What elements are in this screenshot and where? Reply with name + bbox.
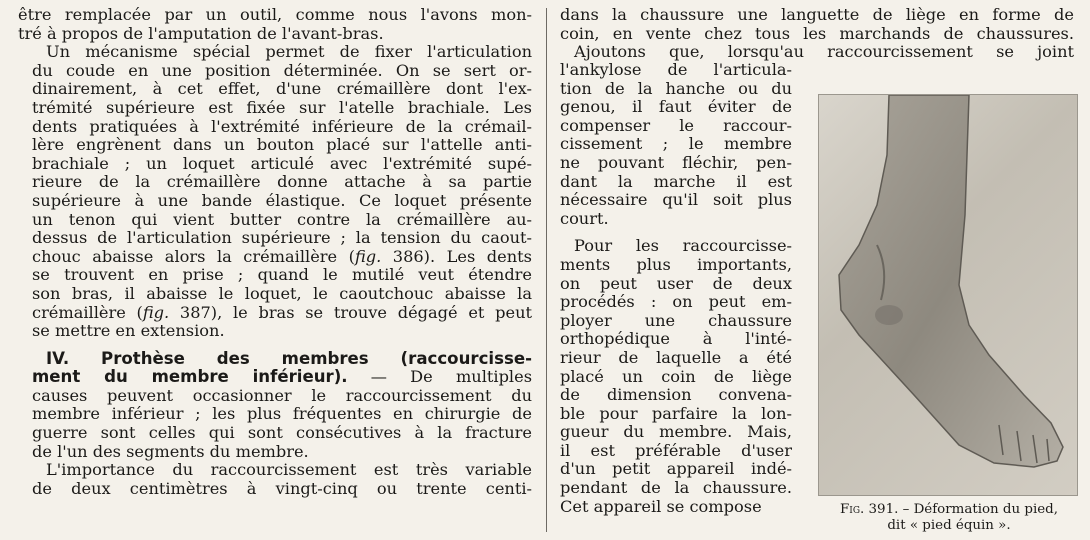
foot-shape — [839, 95, 1063, 467]
text-line: lère engrènent dans un bouton placé sur l'attelle anti- — [32, 135, 532, 155]
heading-line-2 — [18, 368, 532, 387]
paragraph-mechanism — [18, 43, 532, 341]
text-line: de dimension convena- — [560, 385, 792, 405]
text-line-fig386 — [18, 248, 532, 267]
section-heading: IV. Prothèse des membres (raccourcisse- — [46, 348, 532, 368]
caption-label: Fig. 391. — [839, 502, 899, 517]
text-line: on peut user de deux — [560, 273, 792, 293]
text-line: se mettre en extension. — [32, 321, 225, 341]
text-line: du coude en une position déterminée. On se sert or- — [32, 60, 532, 80]
text-line: brachiale ; un loquet articulé avec l'extrémité supé- — [32, 153, 532, 173]
paragraph-continuation — [18, 6, 532, 43]
text-line: tion de la hanche ou du — [560, 78, 792, 98]
figure-caption — [814, 502, 1084, 534]
text-line: nécessaire qu'il soit plus — [560, 190, 792, 210]
text-line: dinairement, à cet effet, d'une crémaillère dont l'ex- — [32, 79, 532, 99]
text-line: membre inférieur ; les plus fréquentes en chirurgie de — [32, 404, 532, 424]
text-line: ments plus importants, — [560, 254, 792, 274]
text-line: un tenon qui vient butter contre la crémaillère au- — [32, 209, 532, 229]
text-line: causes peuvent occasionner le raccourcissement du — [32, 385, 532, 405]
text-line: ployer une chaussure — [560, 310, 792, 330]
text-line: supérieure à une bande élastique. Ce loquet présente — [32, 190, 532, 210]
text-line-fig387 — [18, 304, 532, 323]
text-line: il est préférable d'user — [560, 440, 792, 460]
text-line: rieur de laquelle a été — [560, 347, 792, 367]
fig-abbreviation: fig. — [354, 246, 382, 266]
left-column — [18, 6, 532, 536]
text-line: Un mécanisme spécial permet de fixer l'articulation — [46, 42, 532, 62]
foot-photograph — [818, 94, 1078, 496]
caption-text: – Déformation du pied, — [898, 502, 1058, 517]
text-line: son bras, il abaisse le loquet, le caoutchouc abaisse la — [32, 283, 532, 303]
text-line: dant la marche il est — [560, 171, 792, 191]
column-divider — [546, 8, 547, 532]
caption-text-2: dit « pied équin ». — [887, 518, 1011, 533]
text-line: d'un petit appareil indé- — [560, 459, 792, 479]
text-line: dents pratiquées à l'extrémité inférieure de la crémail- — [32, 116, 532, 136]
section-heading-paragraph — [18, 350, 532, 462]
text-line: de deux centimètres à vingt-cinq ou trente centi- — [32, 478, 532, 498]
text-line: gueur du membre. Mais, — [560, 422, 792, 442]
foot-illustration — [819, 95, 1077, 495]
text-line: Ajoutons que, lorsqu'au raccourcissement se joint — [574, 42, 1074, 62]
text-line: rieure de la crémaillère donne attache à sa partie — [32, 172, 532, 192]
text-line: l'ankylose de l'articula- — [560, 60, 792, 79]
text-line: être remplacée par un outil, comme nous l'avons mon- — [18, 5, 532, 24]
text-line: pendant de la chaussure. — [560, 478, 792, 498]
text-fragment: — De multiples — [347, 367, 533, 387]
text-fragment: crémaillère ( — [32, 302, 143, 322]
text-line: coin, en vente chez tous les marchands de chaussures. — [560, 23, 1074, 43]
heel-shadow — [875, 305, 903, 325]
text-line: tré à propos de l'amputation de l'avant-bras. — [18, 23, 384, 43]
text-line: Cet appareil se compose — [560, 496, 762, 516]
text-line: dessus de l'articulation supérieure ; la tension du caout- — [32, 228, 532, 248]
text-line: procédés : on peut em- — [560, 292, 792, 312]
text-line: placé un coin de liège — [560, 366, 792, 386]
text-line: cissement ; le membre — [560, 134, 792, 154]
text-line: L'importance du raccourcissement est très variable — [46, 460, 532, 480]
text-fragment: 387), le bras se trouve dégagé et peut — [169, 302, 533, 322]
text-line: guerre sont celles qui sont consécutives à la fracture — [32, 423, 532, 443]
text-line: dans la chaussure une languette de liège en forme de — [560, 5, 1074, 24]
text-line: genou, il faut éviter de — [560, 97, 792, 117]
text-line: se trouvent en prise ; quand le mutilé veut étendre — [32, 265, 532, 285]
text-line: Pour les raccourcisse- — [574, 236, 792, 256]
paragraph-importance — [18, 461, 532, 498]
text-line: ne pouvant fléchir, pen- — [560, 152, 792, 172]
text-fragment: 386). Les dents — [381, 246, 532, 266]
text-line: compenser le raccour- — [560, 115, 792, 135]
text-line: trémité supérieure est fixée sur l'atelle brachiale. Les — [32, 97, 532, 117]
text-line: de l'un des segments du membre. — [32, 441, 309, 461]
wrapped-text-column — [560, 61, 792, 516]
fig-abbreviation: fig. — [142, 302, 170, 322]
right-column — [560, 6, 1074, 536]
text-fragment: chouc abaisse alors la crémaillère ( — [32, 246, 355, 266]
text-line: orthopédique à l'inté- — [560, 329, 792, 349]
text-line: ble pour parfaire la lon- — [560, 403, 792, 423]
section-heading-cont: ment du membre inférieur). — [32, 367, 348, 387]
text-line: court. — [560, 208, 609, 228]
